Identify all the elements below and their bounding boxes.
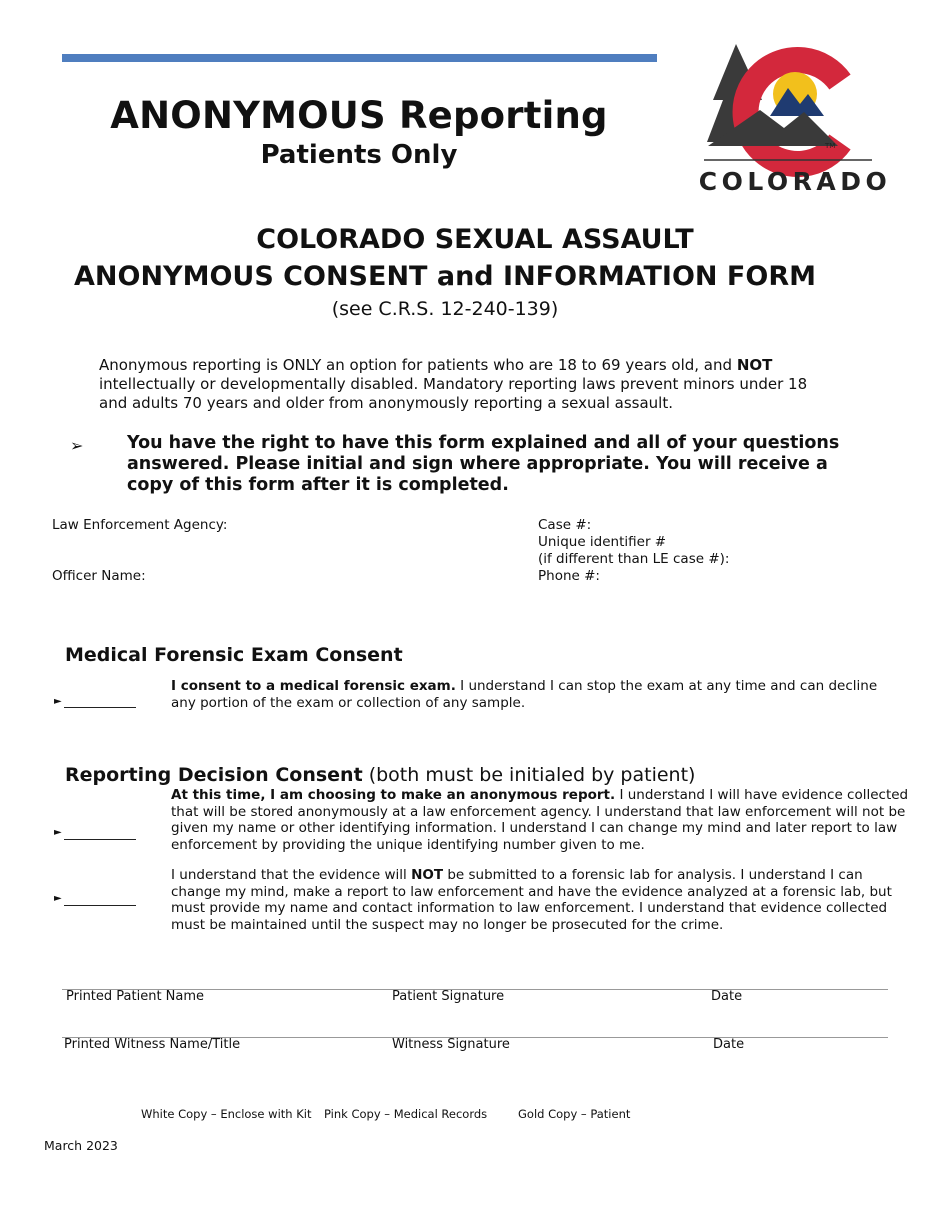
medical-consent-text: I consent to a medical forensic exam. I understand I can stop the exam at any time and can decline any portion of the exam or collection of any sample. — [171, 678, 878, 711]
unique-id-label: Unique identifier # — [538, 534, 667, 550]
white-copy-note: White Copy – Enclose with Kit — [141, 1107, 312, 1121]
case-label: Case #: — [538, 517, 592, 533]
form-title-line1: COLORADO SEXUAL ASSAULT — [256, 224, 694, 255]
initial-marker-icon: ► — [54, 827, 62, 838]
rights-statement: You have the right to have this form explained and all of your questions answered. Please initial and sign where appropriate. You will receive a copy of this form after it is completed. — [127, 433, 840, 495]
evidence-notice-text: I understand that the evidence will NOT be submitted to a forensic lab for analysis. I understand I can change my mind, make a report to law enforcement and have the evidence analyzed at a forensic lab, but must provide my name and contact information to law enforcement. I understand that evidence collected must be maintained until the suspect may no longer be prosecuted for the crime. — [171, 867, 892, 933]
svg-text:TM: TM — [825, 142, 836, 150]
unique-id-note: (if different than LE case #): — [538, 551, 730, 567]
medical-consent-heading: Medical Forensic Exam Consent — [65, 644, 403, 666]
page-title: ANONYMOUS Reporting — [110, 94, 608, 137]
initial-marker-icon: ► — [54, 696, 62, 707]
phone-label: Phone #: — [538, 568, 600, 584]
medical-initial-field[interactable] — [64, 707, 136, 708]
gold-copy-note: Gold Copy – Patient — [518, 1107, 631, 1121]
witness-name-label: Printed Witness Name/Title — [64, 1037, 241, 1052]
page-subtitle: Patients Only — [260, 140, 458, 170]
eligibility-notice: Anonymous reporting is ONLY an option for patients who are 18 to 69 years old, and NOT intellectually or developmentally disabled. Mandatory reporting laws prevent minors under 18 and adults 70 years and older from anonymously reporting a sexual assault. — [99, 356, 808, 412]
patient-signature-label: Patient Signature — [392, 989, 505, 1004]
patient-date-label: Date — [711, 989, 743, 1004]
bullet-arrow-icon: ➢ — [70, 436, 84, 455]
revision-date: March 2023 — [44, 1138, 118, 1153]
officer-label: Officer Name: — [52, 568, 146, 584]
anonymous-report-text: At this time, I am choosing to make an anonymous report. I understand I will have evidence collected that will be stored anonymously at a law enforcement agency. I understand that law enforcement will not be given my name or other identifying information. I understand I can change my mind and later report to law enforcement by providing the unique identifying number given to me. — [171, 787, 909, 853]
initial-marker-icon: ► — [54, 893, 62, 904]
form-title-line2: ANONYMOUS CONSENT and INFORMATION FORM — [74, 261, 816, 292]
agency-label: Law Enforcement Agency: — [52, 517, 228, 533]
colorado-logo — [700, 42, 890, 197]
anonymous-report-initial-field[interactable] — [64, 839, 136, 840]
logo-text: COLORADO — [700, 167, 890, 196]
evidence-initial-field[interactable] — [64, 905, 136, 906]
header-rule — [62, 54, 657, 62]
reporting-consent-heading: Reporting Decision Consent (both must be initialed by patient) — [65, 764, 696, 786]
pink-copy-note: Pink Copy – Medical Records — [324, 1107, 488, 1121]
witness-signature-label: Witness Signature — [392, 1037, 510, 1052]
witness-date-label: Date — [713, 1037, 745, 1052]
statute-reference: (see C.R.S. 12-240-139) — [331, 298, 559, 320]
patient-name-label: Printed Patient Name — [66, 989, 205, 1004]
